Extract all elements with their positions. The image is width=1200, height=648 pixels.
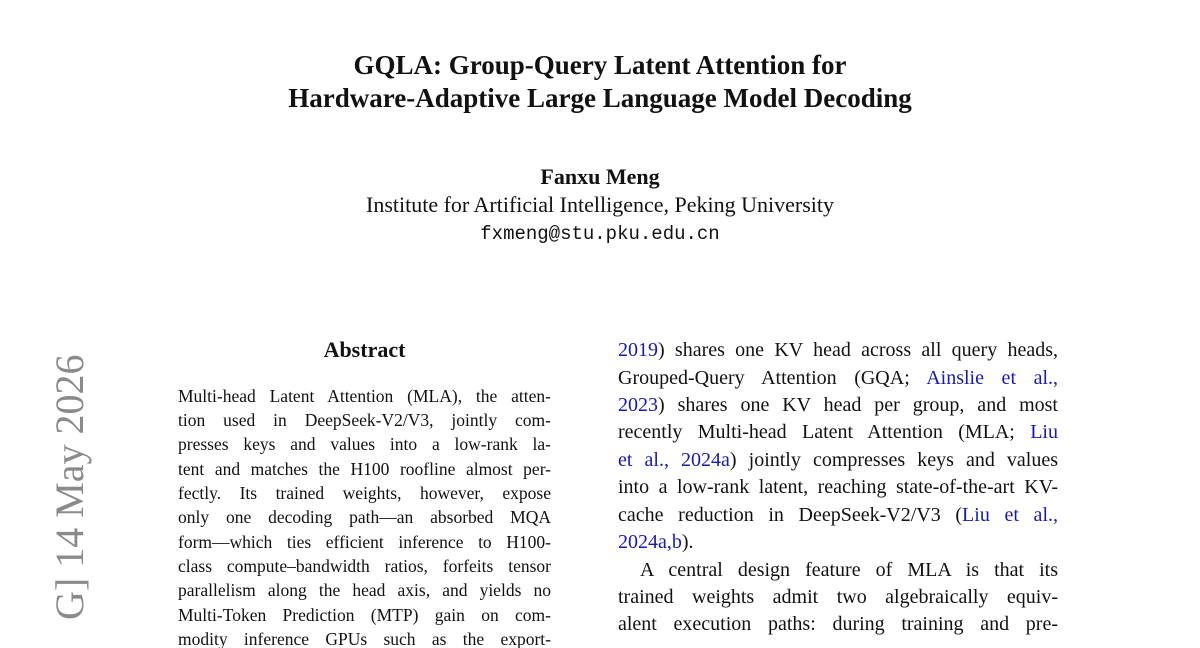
citation-link[interactable]: 2019 — [618, 339, 658, 361]
citation-link[interactable]: et al., 2024a — [618, 449, 730, 471]
title-line-2: Hardware-Adaptive Large Language Model Decoding — [288, 83, 912, 113]
arxiv-stamp: G] 14 May 2026 — [47, 354, 92, 620]
body-text: cache reduction in DeepSeek-V2/V3 ( — [618, 504, 963, 526]
abstract-line: only one decoding path—an absorbed MQA — [178, 507, 551, 527]
citation-link[interactable]: Ainslie et al., — [926, 367, 1058, 389]
citation-link[interactable]: 2023 — [618, 394, 658, 416]
body-line — [618, 419, 1058, 446]
body-line — [618, 365, 1058, 392]
abstract-heading: Abstract — [323, 337, 406, 362]
body-text: ) shares one KV head across all query heads, — [658, 339, 1058, 361]
abstract-line: modity inference GPUs such as the export- — [178, 629, 551, 648]
body-text: Grouped-Query Attention (GQA; — [618, 367, 927, 389]
citation-link[interactable]: Liu et al., — [962, 504, 1058, 526]
abstract-line: Multi-head Latent Attention (MLA), the atten- — [178, 386, 551, 406]
abstract-line: Multi-Token Prediction (MTP) gain on com- — [178, 605, 551, 625]
body-text: ). — [681, 531, 694, 553]
title-line-1: GQLA: Group-Query Latent Attention for — [353, 50, 847, 80]
body-text: recently Multi-head Latent Attention (MLA; — [618, 421, 1031, 443]
body-line — [618, 447, 1058, 474]
body-line: alent execution paths: during training and pre- — [618, 613, 1058, 635]
body-line — [618, 502, 1058, 529]
abstract-line: form—which ties efficient inference to H100- — [178, 532, 551, 552]
body-line — [618, 337, 1058, 364]
abstract-line: tent and matches the H100 roofline almost per- — [178, 459, 551, 479]
paper-title — [0, 49, 1200, 115]
author-email: fxmeng@stu.pku.edu.cn — [480, 223, 720, 245]
author-affiliation: Institute for Artificial Intelligence, Peking University — [366, 192, 834, 217]
body-text: ) shares one KV head per group, and most — [658, 394, 1058, 416]
abstract-line: class compute–bandwidth ratios, forfeits tensor — [178, 556, 551, 576]
author-name: Fanxu Meng — [540, 164, 660, 189]
abstract-line: tion used in DeepSeek-V2/V3, jointly com- — [178, 410, 551, 430]
body-text: ) jointly compresses keys and values — [729, 449, 1059, 471]
citation-link[interactable]: 2024a,b — [618, 531, 682, 553]
body-line: trained weights admit two algebraically equiv- — [618, 586, 1058, 608]
body-line — [618, 392, 1058, 419]
abstract-line: fectly. Its trained weights, however, expose — [178, 483, 551, 503]
body-line: A central design feature of MLA is that its — [640, 559, 1058, 581]
body-line: into a low-rank latent, reaching state-of-the-art KV- — [618, 476, 1058, 498]
citation-link[interactable]: Liu — [1030, 421, 1058, 443]
abstract-line: parallelism along the head axis, and yields no — [178, 580, 551, 600]
abstract-line: presses keys and values into a low-rank la- — [178, 434, 551, 454]
body-line — [618, 529, 1058, 556]
